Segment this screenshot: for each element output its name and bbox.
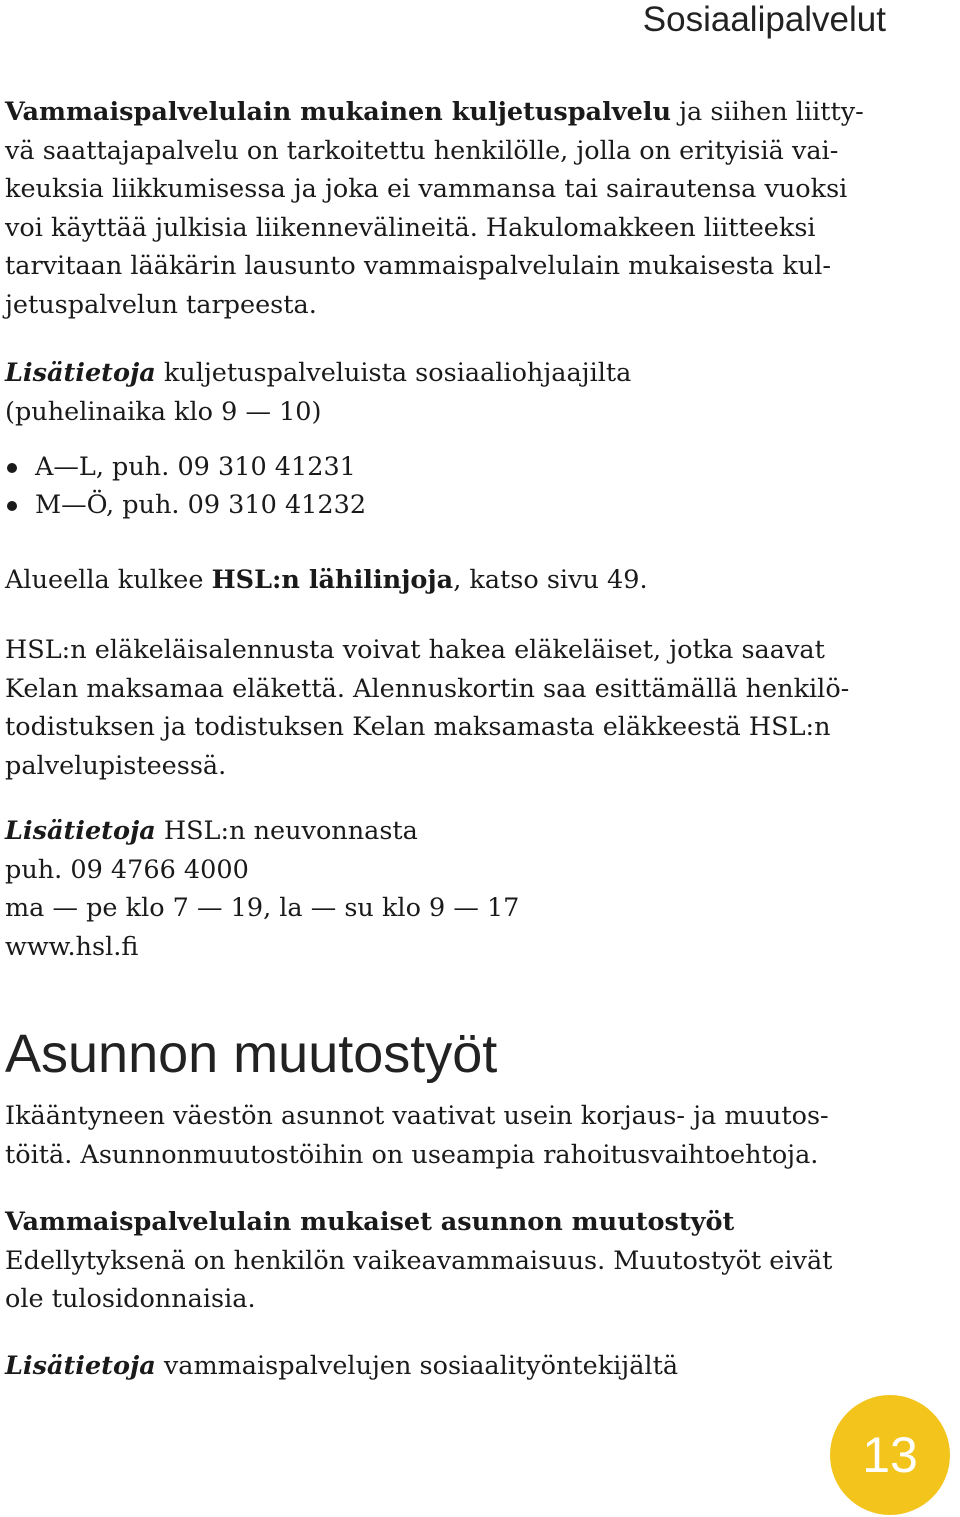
transport-info-text: kuljetuspalveluista sosiaaliohjaajilta (155, 358, 632, 388)
paragraph-line: Ikääntyneen väestön asunnot vaativat usein korjaus- ja muutos- (5, 1101, 829, 1131)
housing-info-paragraph (5, 1347, 905, 1386)
hsl-info-line (5, 812, 905, 851)
paragraph-line: Kelan maksamaa eläkettä. Alennuskortin saa esittämällä henkilö- (5, 673, 850, 704)
hsl-website: www.hsl.fi (5, 931, 139, 962)
paragraph-line: vä saattajapalvelu on tarkoitettu henkilölle, jolla on erityisiä vai- (5, 135, 839, 166)
hsl-area-paragraph (5, 561, 905, 600)
paragraph-line: HSL:n eläkeläisalennusta voivat hakea eläkeläiset, jotka saavat (5, 635, 825, 665)
list-item (5, 448, 366, 486)
paragraph-line: Edellytyksenä on henkilön vaikeavammaisuus. Muutostyöt eivät (5, 1245, 833, 1276)
transport-intro-rest: ja siihen liitty- (671, 97, 864, 127)
page-number: 13 (862, 1427, 918, 1483)
housing-intro-paragraph (5, 1097, 905, 1174)
hsl-area-post: , katso sivu 49. (453, 565, 648, 595)
paragraph-line: tarvitaan lääkärin lausunto vammaispalvelulain mukaisesta kul- (5, 251, 831, 281)
hsl-info-text: HSL:n neuvonnasta (155, 816, 418, 846)
list-item (5, 486, 366, 524)
transport-info-line (5, 354, 905, 393)
transport-service-paragraph (5, 93, 905, 324)
hsl-local-lines-term: HSL:n lähilinjoja (211, 565, 454, 595)
bullet-icon (7, 501, 17, 511)
housing-disability-paragraph (5, 1203, 905, 1319)
contact-phone: M—Ö, puh. 09 310 41232 (35, 490, 367, 520)
info-label: Lisätietoja (5, 816, 156, 846)
hsl-info-paragraph (5, 812, 905, 966)
housing-info-line (5, 1347, 905, 1386)
bullet-icon (7, 463, 17, 473)
transport-intro-line (5, 93, 905, 132)
paragraph-line: jetuspalvelun tarpeesta. (5, 289, 317, 320)
paragraph-line: keuksia liikkumisessa ja joka ei vammansa tai sairautensa vuoksi (5, 174, 848, 204)
section-heading: Asunnon muutostyöt (5, 1024, 498, 1084)
info-label: Lisätietoja (5, 1351, 156, 1381)
hsl-area-pre: Alueella kulkee (5, 565, 212, 595)
paragraph-line: voi käyttää julkisia liikennevälineitä. Hakulomakkeen liitteeksi (5, 212, 816, 243)
page-number-badge (830, 1395, 950, 1515)
transport-service-term: Vammaispalvelulain mukainen kuljetuspalvelu (5, 97, 672, 127)
transport-info-paragraph (5, 354, 905, 431)
contact-list (5, 448, 366, 524)
paragraph-line: töitä. Asunnonmuutostöihin on useampia rahoitusvaihtoehtoja. (5, 1139, 819, 1170)
hsl-phone: puh. 09 4766 4000 (5, 854, 249, 885)
transport-info-hours: (puhelinaika klo 9 — 10) (5, 396, 322, 427)
hsl-hours: ma — pe klo 7 — 19, la — su klo 9 — 17 (5, 893, 520, 923)
sub-heading: Vammaispalvelulain mukaiset asunnon muutostyöt (5, 1207, 735, 1237)
contact-phone: A—L, puh. 09 310 41231 (35, 452, 356, 482)
section-title: Sosiaalipalvelut (642, 0, 886, 39)
paragraph-line: ole tulosidonnaisia. (5, 1284, 256, 1314)
housing-info-text: vammaispalvelujen sosiaalityöntekijältä (155, 1351, 679, 1381)
hsl-area-line (5, 561, 905, 600)
hsl-discount-paragraph (5, 631, 905, 785)
paragraph-line: palvelupisteessä. (5, 750, 227, 781)
paragraph-line: todistuksen ja todistuksen Kelan maksamasta eläkkeestä HSL:n (5, 712, 831, 742)
info-label: Lisätietoja (5, 358, 156, 388)
